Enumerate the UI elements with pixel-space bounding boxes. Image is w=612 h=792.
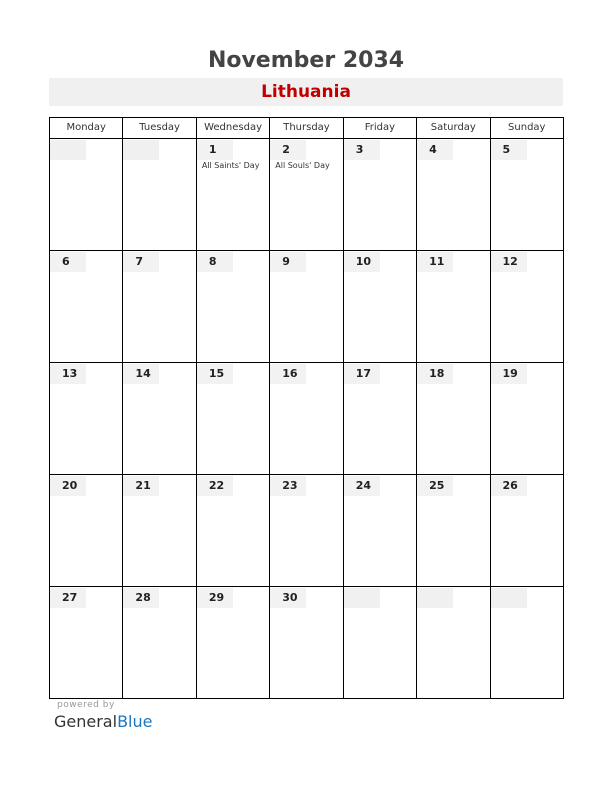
week-row	[50, 475, 564, 587]
day-cell	[196, 475, 269, 587]
day-number	[50, 140, 86, 160]
day-cell	[270, 251, 343, 363]
day-number: 23	[270, 476, 306, 496]
day-number: 19	[491, 364, 527, 384]
day-cell	[196, 363, 269, 475]
day-number: 4	[417, 140, 453, 160]
weekday-header: Monday	[50, 118, 123, 139]
week-row	[50, 587, 564, 699]
day-number: 16	[270, 364, 306, 384]
day-number: 13	[50, 364, 86, 384]
weekday-header-row	[50, 118, 564, 139]
holiday-label: All Souls' Day	[275, 161, 330, 170]
day-cell	[417, 139, 490, 251]
country-name: Lithuania	[261, 82, 351, 102]
day-number: 5	[491, 140, 527, 160]
day-number: 20	[50, 476, 86, 496]
week-row	[50, 363, 564, 475]
powered-by-text: powered by	[57, 700, 115, 710]
day-cell	[50, 363, 123, 475]
day-cell	[123, 587, 196, 699]
weekday-header: Wednesday	[196, 118, 269, 139]
day-number	[344, 588, 380, 608]
weekday-header: Friday	[343, 118, 416, 139]
day-cell	[50, 475, 123, 587]
day-cell	[123, 139, 196, 251]
day-cell	[270, 475, 343, 587]
day-cell	[270, 363, 343, 475]
day-number	[417, 588, 453, 608]
day-number: 11	[417, 252, 453, 272]
day-cell	[50, 251, 123, 363]
day-cell	[343, 139, 416, 251]
day-cell	[490, 363, 563, 475]
day-cell	[490, 139, 563, 251]
day-cell	[196, 139, 269, 251]
day-cell	[417, 251, 490, 363]
day-cell	[343, 363, 416, 475]
day-number: 12	[491, 252, 527, 272]
calendar-grid	[49, 117, 564, 699]
brand-logo[interactable]	[54, 712, 152, 732]
day-cell	[490, 475, 563, 587]
weekday-header: Sunday	[490, 118, 563, 139]
day-number: 30	[270, 588, 306, 608]
day-cell	[123, 251, 196, 363]
brand-blue: Blue	[117, 712, 153, 731]
day-number: 28	[123, 588, 159, 608]
day-cell	[343, 587, 416, 699]
day-cell	[196, 251, 269, 363]
day-cell	[343, 251, 416, 363]
day-number: 1	[197, 140, 233, 160]
day-number: 25	[417, 476, 453, 496]
day-number: 6	[50, 252, 86, 272]
day-cell	[417, 363, 490, 475]
day-number: 2	[270, 140, 306, 160]
holiday-label: All Saints' Day	[201, 161, 260, 170]
day-number	[123, 140, 159, 160]
day-number: 22	[197, 476, 233, 496]
day-number	[491, 588, 527, 608]
day-cell	[196, 587, 269, 699]
day-number: 18	[417, 364, 453, 384]
day-number: 24	[344, 476, 380, 496]
day-cell	[343, 475, 416, 587]
day-cell	[123, 363, 196, 475]
day-cell	[417, 587, 490, 699]
day-number: 15	[197, 364, 233, 384]
day-number: 9	[270, 252, 306, 272]
day-number: 29	[197, 588, 233, 608]
day-number: 10	[344, 252, 380, 272]
day-cell	[490, 251, 563, 363]
country-banner	[49, 78, 563, 106]
day-number: 14	[123, 364, 159, 384]
day-number: 8	[197, 252, 233, 272]
day-cell	[270, 587, 343, 699]
weekday-header: Tuesday	[123, 118, 196, 139]
week-row	[50, 139, 564, 251]
day-number: 26	[491, 476, 527, 496]
day-number: 3	[344, 140, 380, 160]
weekday-header: Saturday	[417, 118, 490, 139]
day-cell	[50, 587, 123, 699]
day-cell	[417, 475, 490, 587]
weekday-header: Thursday	[270, 118, 343, 139]
day-number: 21	[123, 476, 159, 496]
week-row	[50, 251, 564, 363]
day-cell	[50, 139, 123, 251]
day-number: 27	[50, 588, 86, 608]
day-number: 17	[344, 364, 380, 384]
day-cell	[490, 587, 563, 699]
brand-general: General	[54, 712, 118, 731]
day-cell	[270, 139, 343, 251]
day-number: 7	[123, 252, 159, 272]
day-cell	[123, 475, 196, 587]
page-title: November 2034	[207, 48, 405, 73]
